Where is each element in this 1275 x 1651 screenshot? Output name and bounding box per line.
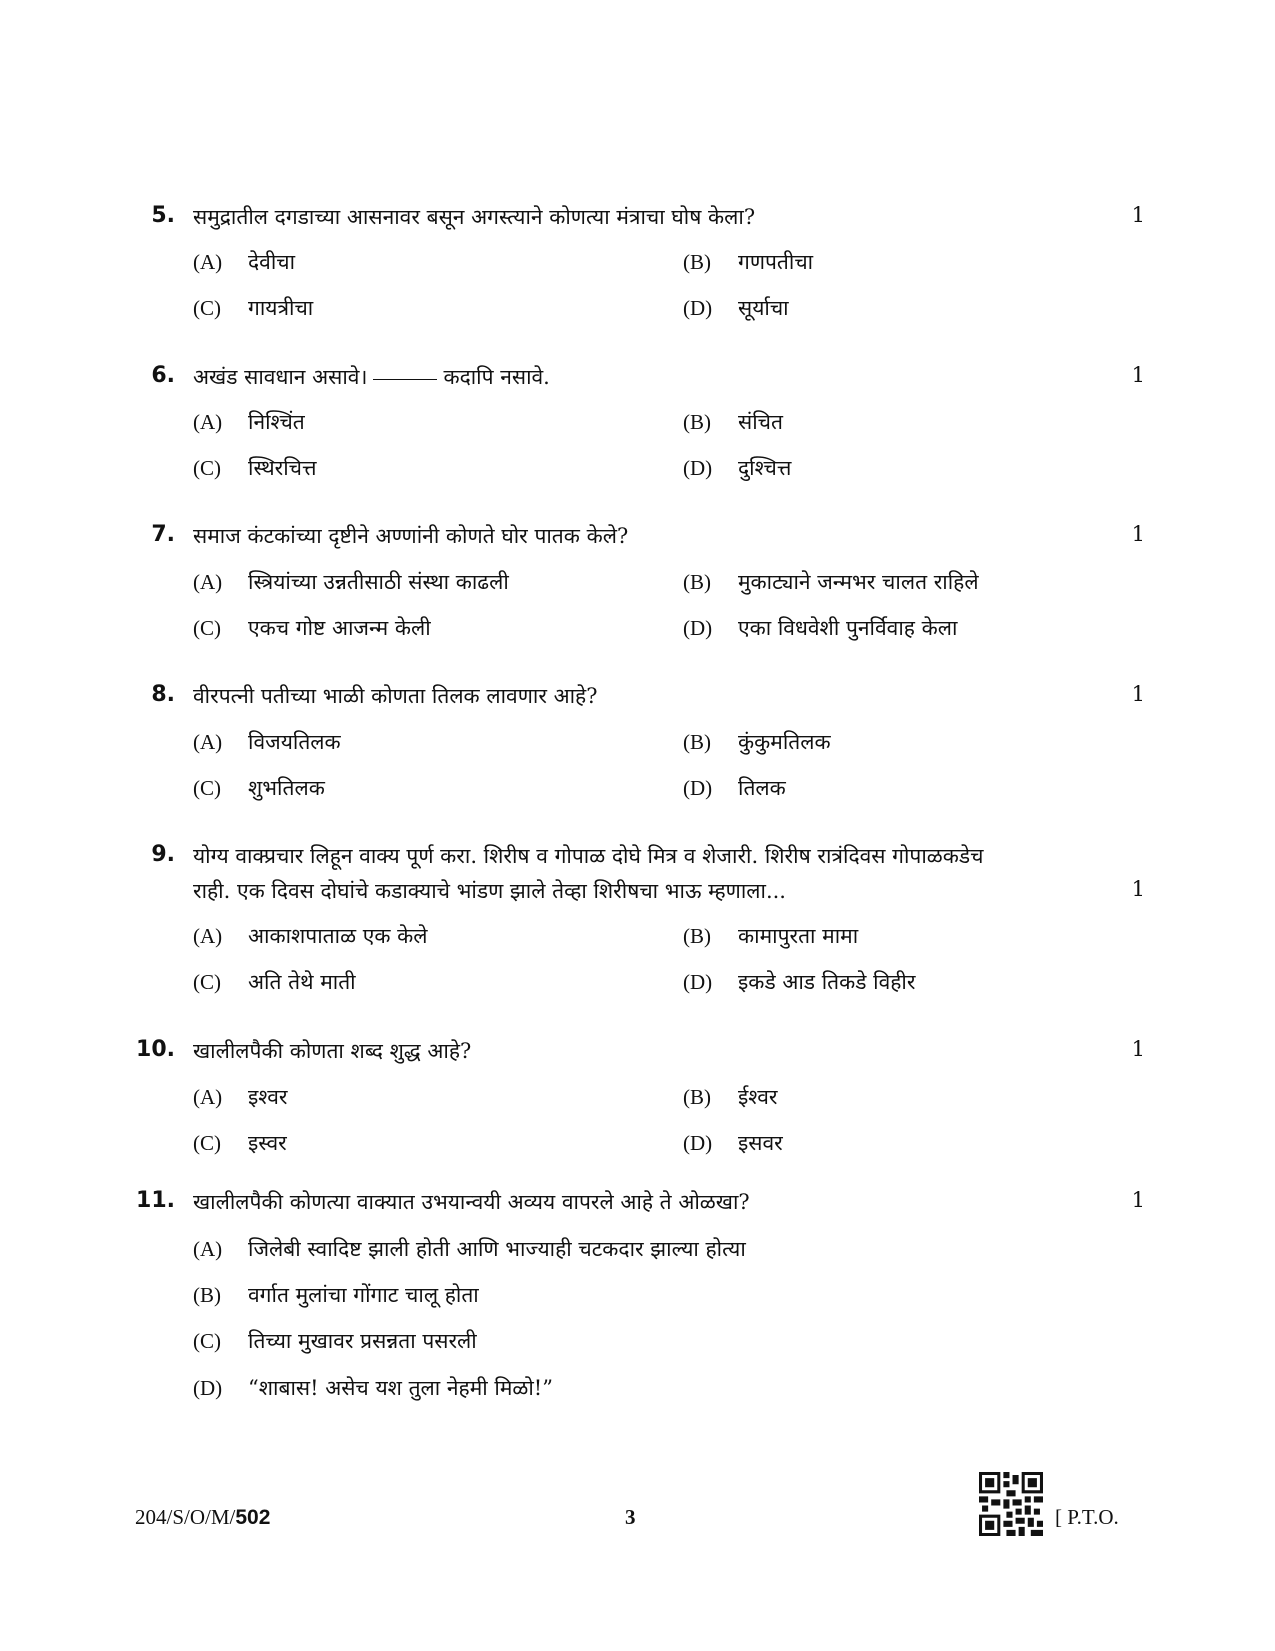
option-d: (D) एका विधवेशी पुनर्विवाह केला	[683, 616, 958, 640]
marks: 1	[1131, 522, 1145, 546]
question-text: खालीलपैकी कोणता शब्द शुद्ध आहे?	[193, 1039, 472, 1063]
option-a: (A) आकाशपाताळ एक केले	[193, 924, 428, 948]
option-c: (C) गायत्रीचा	[193, 296, 314, 320]
question-number: 11.	[136, 1188, 175, 1213]
option-c: (C) शुभतिलक	[193, 776, 325, 800]
marks: 1	[1131, 1037, 1145, 1061]
option-d: (D) इकडे आड तिकडे विहीर	[683, 970, 916, 994]
option-a: (A) निश्चिंत	[193, 410, 305, 434]
option-c: (C) इस्वर	[193, 1131, 287, 1155]
option-d: (D) इसवर	[683, 1131, 783, 1155]
question-text: खालीलपैकी कोणत्या वाक्यात उभयान्वयी अव्यय वापरले आहे ते ओळखा?	[193, 1190, 750, 1214]
question-number: 7.	[151, 522, 175, 547]
question-text: वीरपत्नी पतीच्या भाळी कोणता तिलक लावणार आहे?	[193, 684, 598, 708]
marks: 1	[1131, 363, 1145, 387]
question-number: 8.	[151, 682, 175, 707]
option-c: (C) स्थिरचित्त	[193, 456, 317, 480]
question-text-line-1: योग्य वाक्प्रचार लिहून वाक्य पूर्ण करा. शिरीष व गोपाळ दोघे मित्र व शेजारी. शिरीष रात्रंदिवस गोपाळकडेच	[193, 844, 984, 868]
option-b: (B) संचित	[683, 410, 783, 434]
marks: 1	[1131, 682, 1145, 706]
option-c: (C) अति तेथे माती	[193, 970, 356, 994]
option-d: (D) सूर्याचा	[683, 296, 789, 320]
page-number: 3	[625, 1505, 636, 1529]
fill-blank	[373, 379, 437, 380]
paper-code: 204/S/O/M/502	[135, 1505, 271, 1529]
option-a: (A) स्त्रियांच्या उन्नतीसाठी संस्था काढली	[193, 570, 509, 594]
question-number: 10.	[136, 1037, 175, 1062]
question-number: 9.	[151, 842, 175, 867]
marks: 1	[1131, 203, 1145, 227]
option-b: (B) कामापुरता मामा	[683, 924, 859, 948]
option-d: (D) तिलक	[683, 776, 786, 800]
question-number: 5.	[151, 203, 175, 228]
question-text-line-2: राही. एक दिवस दोघांचे कडाक्याचे भांडण झाले तेव्हा शिरीषचा भाऊ म्हणाला...	[193, 879, 786, 903]
qr-code-icon	[979, 1472, 1043, 1536]
option-b: (B) गणपतीचा	[683, 250, 814, 274]
question-number: 6.	[151, 363, 175, 388]
option-a: (A) इश्वर	[193, 1085, 288, 1109]
option-a: (A) जिलेबी स्वादिष्ट झाली होती आणि भाज्याही चटकदार झाल्या होत्या	[193, 1237, 746, 1261]
option-a: (A) देवीचा	[193, 250, 296, 274]
option-c: (C) एकच गोष्ट आजन्म केली	[193, 616, 431, 640]
question-text: अखंड सावधान असावे। कदापि नसावे.	[193, 365, 550, 389]
option-b: (B) कुंकुमतिलक	[683, 730, 831, 754]
marks: 1	[1131, 877, 1145, 901]
option-a: (A) विजयतिलक	[193, 730, 341, 754]
option-d: (D) “शाबास! असेच यश तुला नेहमी मिळो!”	[193, 1376, 553, 1400]
option-b: (B) ईश्वर	[683, 1085, 778, 1109]
option-c: (C) तिच्या मुखावर प्रसन्नता पसरली	[193, 1329, 477, 1353]
question-text: समाज कंटकांच्या दृष्टीने अण्णांनी कोणते घोर पातक केले?	[193, 524, 629, 548]
marks: 1	[1131, 1188, 1145, 1212]
option-d: (D) दुश्चित्त	[683, 456, 792, 480]
question-text: समुद्रातील दगडाच्या आसनावर बसून अगस्त्याने कोणत्या मंत्राचा घोष केला?	[193, 205, 756, 229]
pto-note: [ P.T.O.	[1055, 1505, 1119, 1529]
option-b: (B) मुकाट्याने जन्मभर चालत राहिले	[683, 570, 979, 594]
option-b: (B) वर्गात मुलांचा गोंगाट चालू होता	[193, 1283, 479, 1307]
